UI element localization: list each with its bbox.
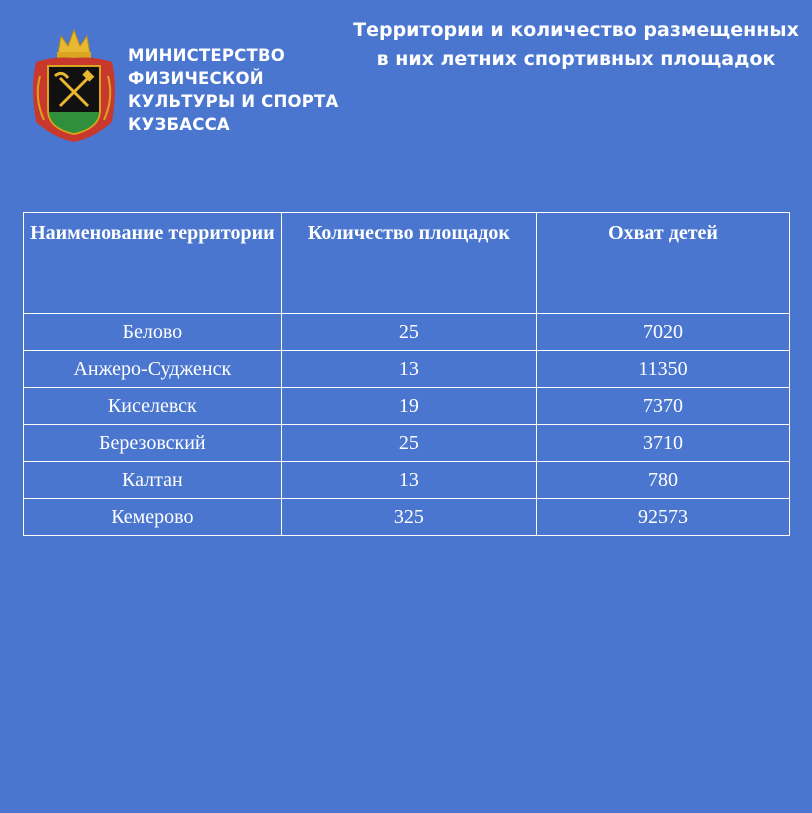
table-row: [24, 351, 790, 388]
table-row: [24, 499, 790, 536]
cell-sites-count: 325: [281, 499, 536, 536]
ministry-name-line: КУЗБАССА: [128, 115, 230, 134]
header-territory: Наименование территории: [24, 213, 282, 314]
territories-table: [23, 212, 790, 536]
page-title-line-1: Территории и количество размещенных: [353, 19, 799, 41]
header-sites-count: Количество площадок: [281, 213, 536, 314]
ministry-name-line: МИНИСТЕРСТВО: [128, 46, 285, 65]
ministry-name-line: КУЛЬТУРЫ И СПОРТА: [128, 92, 339, 111]
cell-sites-count: 25: [281, 314, 536, 351]
cell-children-coverage: 780: [537, 462, 790, 499]
cell-territory: Березовский: [24, 425, 282, 462]
cell-territory: Анжеро-Судженск: [24, 351, 282, 388]
cell-sites-count: 19: [281, 388, 536, 425]
page-title-line-2: в них летних спортивных площадок: [376, 48, 776, 70]
cell-children-coverage: 7370: [537, 388, 790, 425]
cell-territory: Киселевск: [24, 388, 282, 425]
cell-territory: Белово: [24, 314, 282, 351]
cell-sites-count: 13: [281, 351, 536, 388]
cell-territory: Калтан: [24, 462, 282, 499]
table-row: [24, 462, 790, 499]
cell-sites-count: 13: [281, 462, 536, 499]
ministry-name-line: ФИЗИЧЕСКОЙ: [128, 69, 264, 88]
cell-children-coverage: 7020: [537, 314, 790, 351]
table-row: [24, 314, 790, 351]
page-title: [340, 16, 812, 74]
cell-children-coverage: 92573: [537, 499, 790, 536]
cell-children-coverage: 3710: [537, 425, 790, 462]
header-children-coverage: Охват детей: [537, 213, 790, 314]
table-row: [24, 388, 790, 425]
table-header-row: [24, 213, 790, 314]
ministry-logo: [28, 26, 338, 146]
cell-children-coverage: 11350: [537, 351, 790, 388]
ministry-name: [128, 44, 348, 136]
cell-sites-count: 25: [281, 425, 536, 462]
kuzbass-coat-of-arms-icon: [28, 26, 120, 146]
cell-territory: Кемерово: [24, 499, 282, 536]
table-row: [24, 425, 790, 462]
